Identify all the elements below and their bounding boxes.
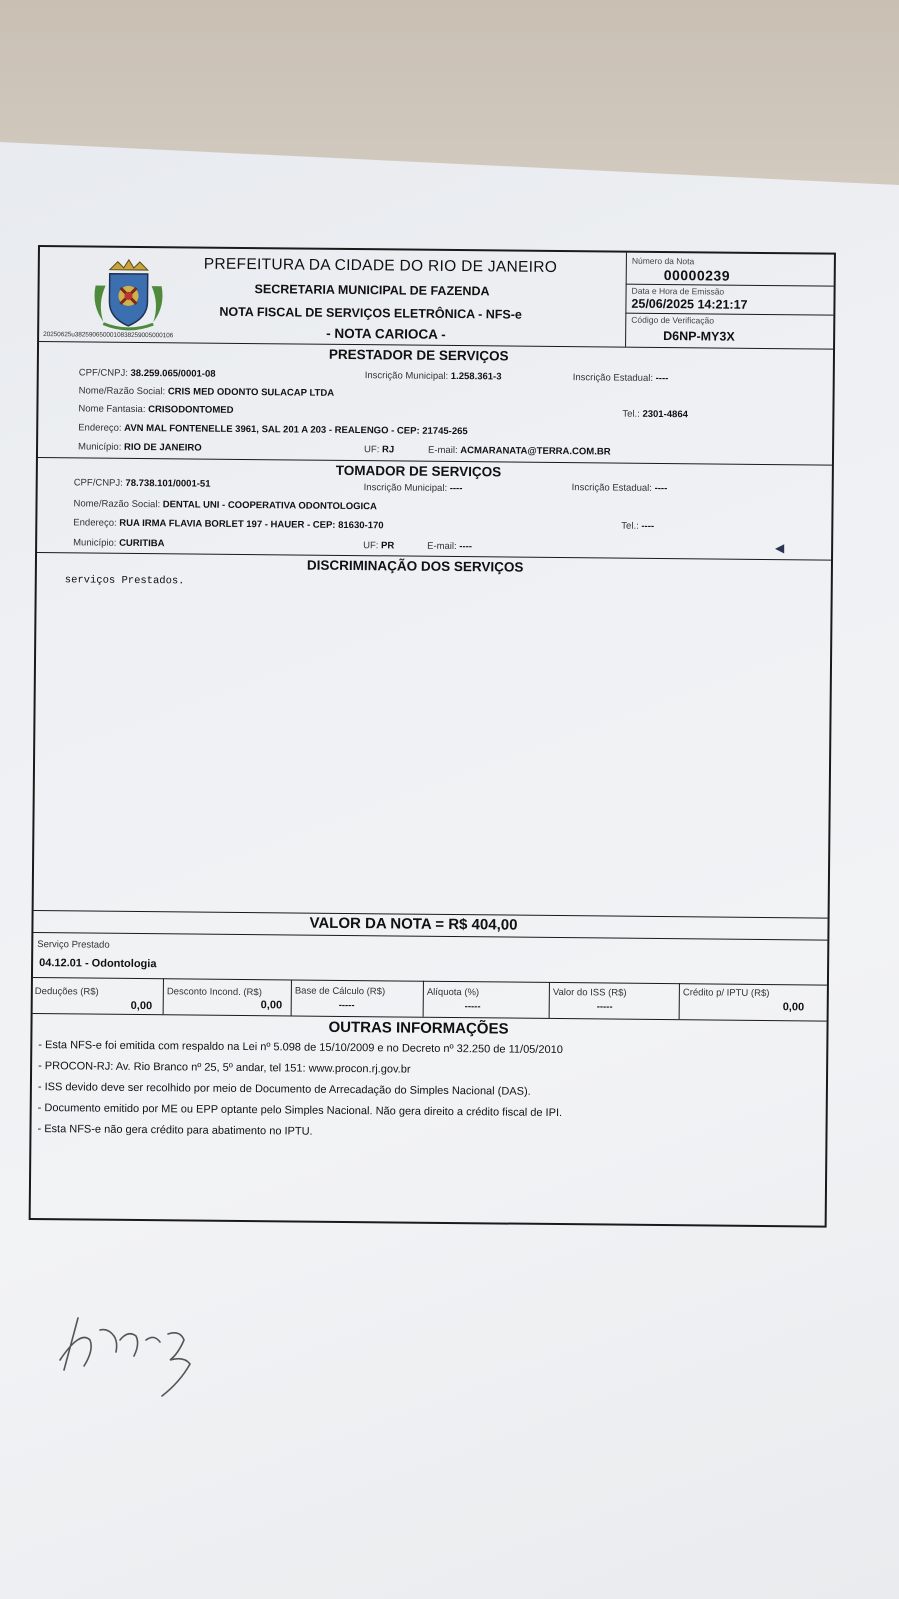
other-info-line: - ISS devido deve ser recolhido por meio de Documento de Arrecadação do Simples Nacional (DAS). — [37, 1081, 531, 1098]
customer-city-label: Município: — [73, 537, 117, 549]
tax-value-discount: 0,00 — [260, 999, 283, 1012]
provider-uf: RJ — [381, 444, 395, 456]
other-info-title: OUTRAS INFORMAÇÕES — [328, 1018, 509, 1038]
provider-im-label: Inscrição Municipal: — [364, 370, 449, 382]
customer-name-label: Nome/Razão Social: — [73, 498, 161, 511]
verification-label: Código de Verificação — [631, 314, 715, 326]
invoice-total: VALOR DA NOTA = R$ 404,00 — [309, 914, 518, 934]
customer-im-label: Inscrição Municipal: — [363, 482, 448, 494]
customer-email-label: E-mail: — [427, 540, 457, 553]
tax-value-iptu: 0,00 — [782, 1001, 805, 1014]
issue-datetime: 25/06/2025 14:21:17 — [631, 296, 748, 312]
nfse-document — [29, 245, 836, 1228]
handwritten-signature — [50, 1300, 250, 1420]
customer-address-label: Endereço: — [73, 517, 117, 529]
document-type-title: NOTA FISCAL DE SERVIÇOS ELETRÔNICA - NFS-e — [219, 304, 522, 322]
city-crest-icon — [87, 255, 170, 338]
other-info-line: - Documento emitido por ME ou EPP optante pelo Simples Nacional. Não gera direito a crédito fiscal de IPI. — [37, 1102, 563, 1120]
barcode-number: 20250625u382590650001083825900500010​6 — [43, 331, 174, 340]
program-title: - NOTA CARIOCA - — [326, 325, 446, 342]
provider-email: ACMARANATA@TERRA.COM.BR — [460, 445, 611, 458]
services-section-title: DISCRIMINAÇÃO DOS SERVIÇOS — [306, 557, 524, 575]
verification-code: D6NP-MY3X — [663, 329, 735, 344]
customer-uf: PR — [381, 540, 395, 552]
tax-label-iss: Valor do ISS (R$) — [552, 986, 627, 999]
service-item-value: 04.12.01 - Odontologia — [39, 957, 157, 971]
provider-tel-label: Tel.: — [622, 408, 640, 420]
provider-cnpj: 38.259.065/0001-08 — [130, 367, 216, 380]
customer-ie-label: Inscrição Estadual: — [571, 482, 653, 494]
provider-ie-label: Inscrição Estadual: — [572, 372, 654, 384]
customer-name: DENTAL UNI - COOPERATIVA ODONTOLOGICA — [162, 499, 377, 513]
tax-value-deductions: 0,00 — [130, 999, 153, 1013]
provider-fantasy-label: Nome Fantasia: — [78, 403, 146, 416]
tax-value-rate: ----- — [464, 1001, 481, 1013]
customer-tel-label: Tel.: — [621, 520, 639, 532]
customer-section-title: TOMADOR DE SERVIÇOS — [335, 462, 502, 480]
customer-uf-label: UF: — [363, 540, 379, 552]
tax-label-iptu: Crédito p/ IPTU (R$) — [682, 987, 770, 1000]
tax-value-iss: ----- — [596, 1001, 613, 1013]
tax-label-base: Base de Cálculo (R$) — [294, 985, 386, 998]
customer-im: ---- — [449, 482, 463, 495]
city-hall-title: PREFEITURA DA CIDADE DO RIO DE JANEIRO — [203, 255, 558, 276]
issue-label: Data e Hora de Emissão — [631, 285, 725, 297]
provider-city: RIO DE JANEIRO — [123, 441, 202, 454]
number-label: Número da Nota — [631, 255, 695, 267]
provider-name-label: Nome/Razão Social: — [78, 385, 166, 398]
tax-label-deductions: Deduções (R$) — [34, 986, 99, 998]
service-item-label: Serviço Prestado — [37, 939, 110, 951]
customer-address: RUA IRMA FLAVIA BORLET 197 - HAUER - CEP: 81630-170 — [119, 517, 384, 532]
customer-email: ---- — [459, 541, 473, 553]
provider-fantasy: CRISODONTOMED — [148, 404, 234, 416]
provider-city-label: Município: — [78, 441, 122, 453]
provider-email-label: E-mail: — [427, 444, 458, 457]
customer-cnpj: 78.738.101/0001-51 — [125, 477, 211, 490]
provider-address-label: Endereço: — [78, 422, 122, 434]
customer-tel: ---- — [641, 520, 655, 532]
other-info-line: - PROCON-RJ: Av. Rio Branco nº 25, 5º andar, tel 151: www.procon.rj.gov.br — [38, 1060, 411, 1076]
tax-label-rate: Alíquota (%) — [426, 986, 480, 999]
tax-label-discount: Desconto Incond. (R$) — [166, 986, 262, 999]
tax-value-base: ----- — [338, 999, 355, 1012]
provider-address: AVN MAL FONTENELLE 3961, SAL 201 A 203 - REALENGO - CEP: 21745-265 — [124, 422, 468, 438]
provider-name: CRIS MED ODONTO SULACAP LTDA — [167, 386, 335, 399]
other-info-line: - Esta NFS-e não gera crédito para abatimento no IPTU. — [37, 1123, 313, 1138]
customer-cnpj-label: CPF/CNPJ: — [73, 477, 123, 489]
services-description: serviços Prestados. — [64, 574, 185, 588]
provider-tel: 2301-4864 — [642, 408, 688, 421]
provider-im: 1.258.361-3 — [450, 370, 502, 383]
customer-city: CURITIBA — [119, 537, 165, 550]
secretariat-title: SECRETARIA MUNICIPAL DE FAZENDA — [254, 282, 490, 299]
provider-uf-label: UF: — [363, 444, 380, 456]
invoice-number: 00000239 — [663, 267, 731, 284]
customer-ie: ---- — [654, 482, 668, 495]
other-info-line: - Esta NFS-e foi emitida com respaldo na Lei nº 5.098 de 15/10/2009 e no Decreto nº 32.250 de 11/05/2010 — [38, 1039, 563, 1057]
pin-arrow-icon: ◀ — [775, 541, 785, 555]
provider-cnpj-label: CPF/CNPJ: — [78, 367, 128, 379]
provider-section-title: PRESTADOR DE SERVIÇOS — [328, 346, 509, 364]
provider-ie: ---- — [655, 372, 669, 385]
